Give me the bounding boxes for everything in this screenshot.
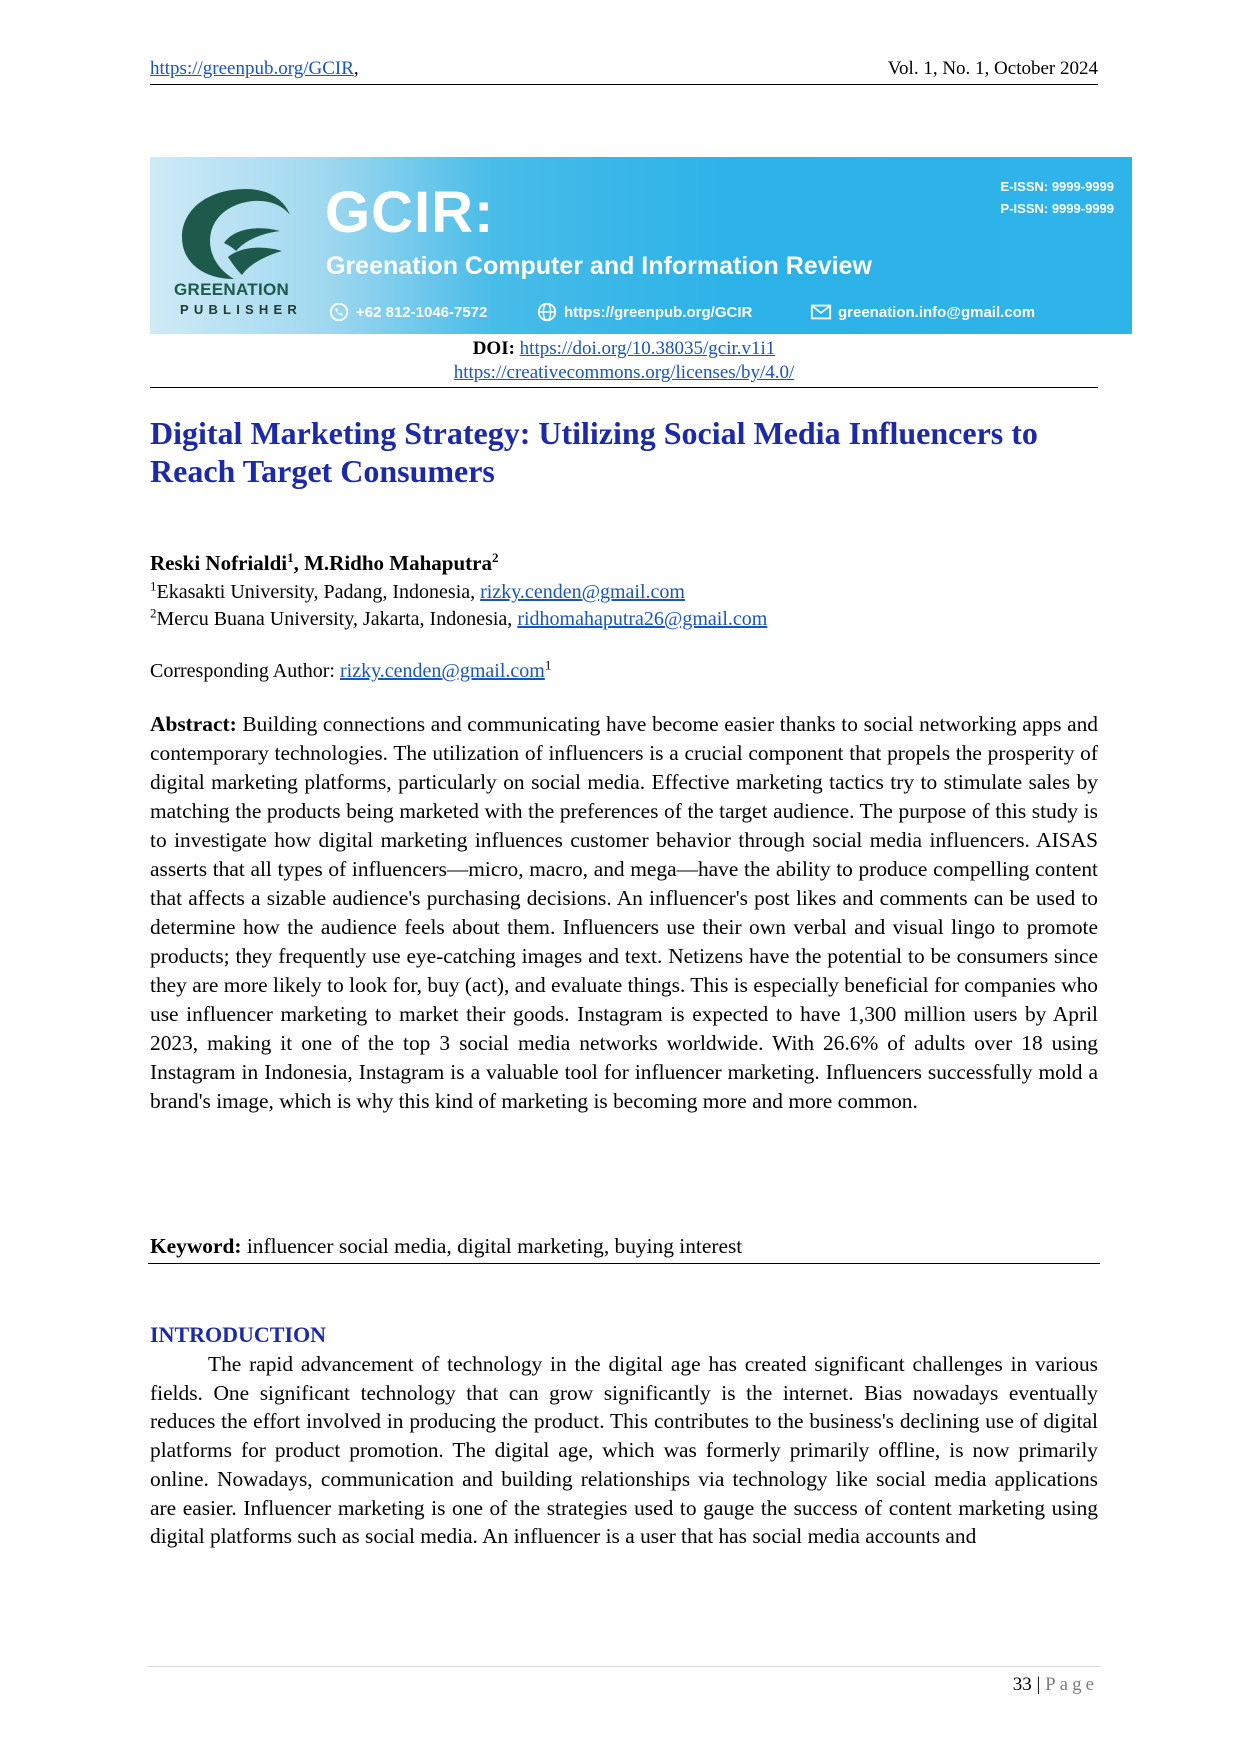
corresponding-label: Corresponding Author: <box>150 660 340 682</box>
paper-title <box>150 414 1098 490</box>
page-number: 33 <box>1012 1674 1032 1695</box>
contact-website <box>536 301 752 323</box>
affiliation-2-text: Mercu Buana University, Jakarta, Indonesia, <box>156 608 518 630</box>
author-1-sup: 1 <box>287 550 294 565</box>
header-divider <box>150 84 1098 85</box>
keywords-text: influencer social media, digital marketing, buying interest <box>241 1234 743 1258</box>
author-2-name: M.Ridho Mahaputra <box>304 551 492 575</box>
journal-url-comma: , <box>353 58 359 79</box>
introduction-text: The rapid advancement of technology in the digital age has created significant challenges in various fields. One significant technology that can grow significantly is the internet. Bias nowadays eventually reduces the effort involved in producing the product. This contributes to the business's declining use of digital platforms for product promotion. The digital age, which was formerly primarily offline, is now primarily online. Nowadays, communication and building relationships via technology like social media applications are easier. Influencer marketing is one of the strategies used to gauge the success of content marketing using digital platforms such as social media. An influencer is a user that has social media accounts and <box>150 1352 1098 1549</box>
mail-icon <box>810 301 832 323</box>
author-list <box>150 551 498 576</box>
doi-line <box>150 338 1098 360</box>
email-address: greenation.info@gmail.com <box>838 303 1036 321</box>
author-1-name: Reski Nofrialdi <box>150 551 288 575</box>
affiliation-1-sup: 1 <box>150 578 157 594</box>
keywords-label: Keyword: <box>150 1234 242 1258</box>
p-issn: P-ISSN: 9999-9999 <box>1000 201 1114 216</box>
footer-divider <box>148 1666 1100 1667</box>
website-url: https://greenpub.org/GCIR <box>564 303 753 321</box>
page-footer <box>1013 1674 1098 1696</box>
abstract-label: Abstract: <box>150 712 237 736</box>
doi-divider <box>150 387 1098 388</box>
introduction-heading: INTRODUCTION <box>150 1322 327 1347</box>
footer-separator: | <box>1031 1674 1046 1695</box>
affiliation-1 <box>150 578 685 604</box>
affiliation-1-email[interactable]: rizky.cenden@gmail.com <box>480 581 685 603</box>
author-separator: , <box>293 551 305 575</box>
page-word: Page <box>1045 1674 1098 1695</box>
keywords <box>150 1234 742 1259</box>
journal-url-link[interactable]: https://greenpub.org/GCIR <box>150 58 354 79</box>
doi-link[interactable]: https://doi.org/10.38035/gcir.v1i1 <box>519 338 776 359</box>
greenation-logo-icon <box>176 185 294 281</box>
title-line-1: Digital Marketing Strategy: Utilizing Social Media Influencers to <box>150 415 1038 451</box>
contact-phone <box>328 301 487 323</box>
license-line <box>150 362 1098 384</box>
abstract <box>150 710 1098 1116</box>
whatsapp-icon <box>328 301 350 323</box>
doi-label: DOI: <box>472 338 515 359</box>
running-header <box>150 58 1098 84</box>
e-issn: E-ISSN: 9999-9999 <box>1000 179 1114 194</box>
banner-title: GCIR: <box>325 180 495 245</box>
globe-icon <box>536 301 558 323</box>
corresponding-email[interactable]: rizky.cenden@gmail.com <box>340 660 545 682</box>
publisher-name: GREENATION <box>174 280 290 299</box>
affiliation-2 <box>150 605 768 631</box>
phone-number: +62 812-1046-7572 <box>356 303 488 321</box>
affiliation-2-sup: 2 <box>150 605 157 621</box>
keywords-divider <box>148 1263 1100 1264</box>
license-link[interactable]: https://creativecommons.org/licenses/by/4.0/ <box>453 362 795 383</box>
abstract-text: Building connections and communicating have become easier thanks to social networking apps and contemporary technologies. The utilization of influencers is a crucial component that propels the prosperity of digital marketing platforms, particularly on social media. Effective marketing tactics try to stimulate sales by matching the products being marketed with the preferences of the target audience. The purpose of this study is to investigate how digital marketing influences customer behavior through social media influencers. AISAS asserts that all types of influencers—micro, macro, and mega—have the ability to produce compelling content that affects a sizable audience's purchasing decisions. An influencer's post likes and comments can be used to determine how the audience feels about them. Influencers use their own verbal and visual lingo to promote products; they frequently use eye-catching images and text. Netizens have the potential to be consumers since they are more likely to look for, buy (act), and evaluate things. This is especially beneficial for companies who use influencer marketing to market their goods. Instagram is expected to have 1,300 million users by April 2023, making it one of the top 3 social media networks worldwide. With 26.6% of adults over 18 using Instagram in Indonesia, Instagram is a valuable tool for influencer marketing. Influencers successfully mold a brand's image, which is why this kind of marketing is becoming more and more common. <box>150 712 1098 1113</box>
affiliation-1-text: Ekasakti University, Padang, Indonesia, <box>156 581 481 603</box>
title-line-2: Reach Target Consumers <box>150 453 495 489</box>
publisher-subtitle: PUBLISHER <box>180 302 302 317</box>
journal-url-header[interactable] <box>150 58 359 80</box>
affiliation-2-email[interactable]: ridhomahaputra26@gmail.com <box>517 608 768 630</box>
corresponding-author <box>150 657 552 683</box>
journal-banner <box>150 157 1132 334</box>
corresponding-sup: 1 <box>544 657 552 673</box>
author-2-sup: 2 <box>491 550 499 565</box>
banner-subtitle: Greenation Computer and Information Review <box>326 252 872 280</box>
contact-email <box>810 301 1035 323</box>
volume-info: Vol. 1, No. 1, October 2024 <box>887 58 1098 79</box>
